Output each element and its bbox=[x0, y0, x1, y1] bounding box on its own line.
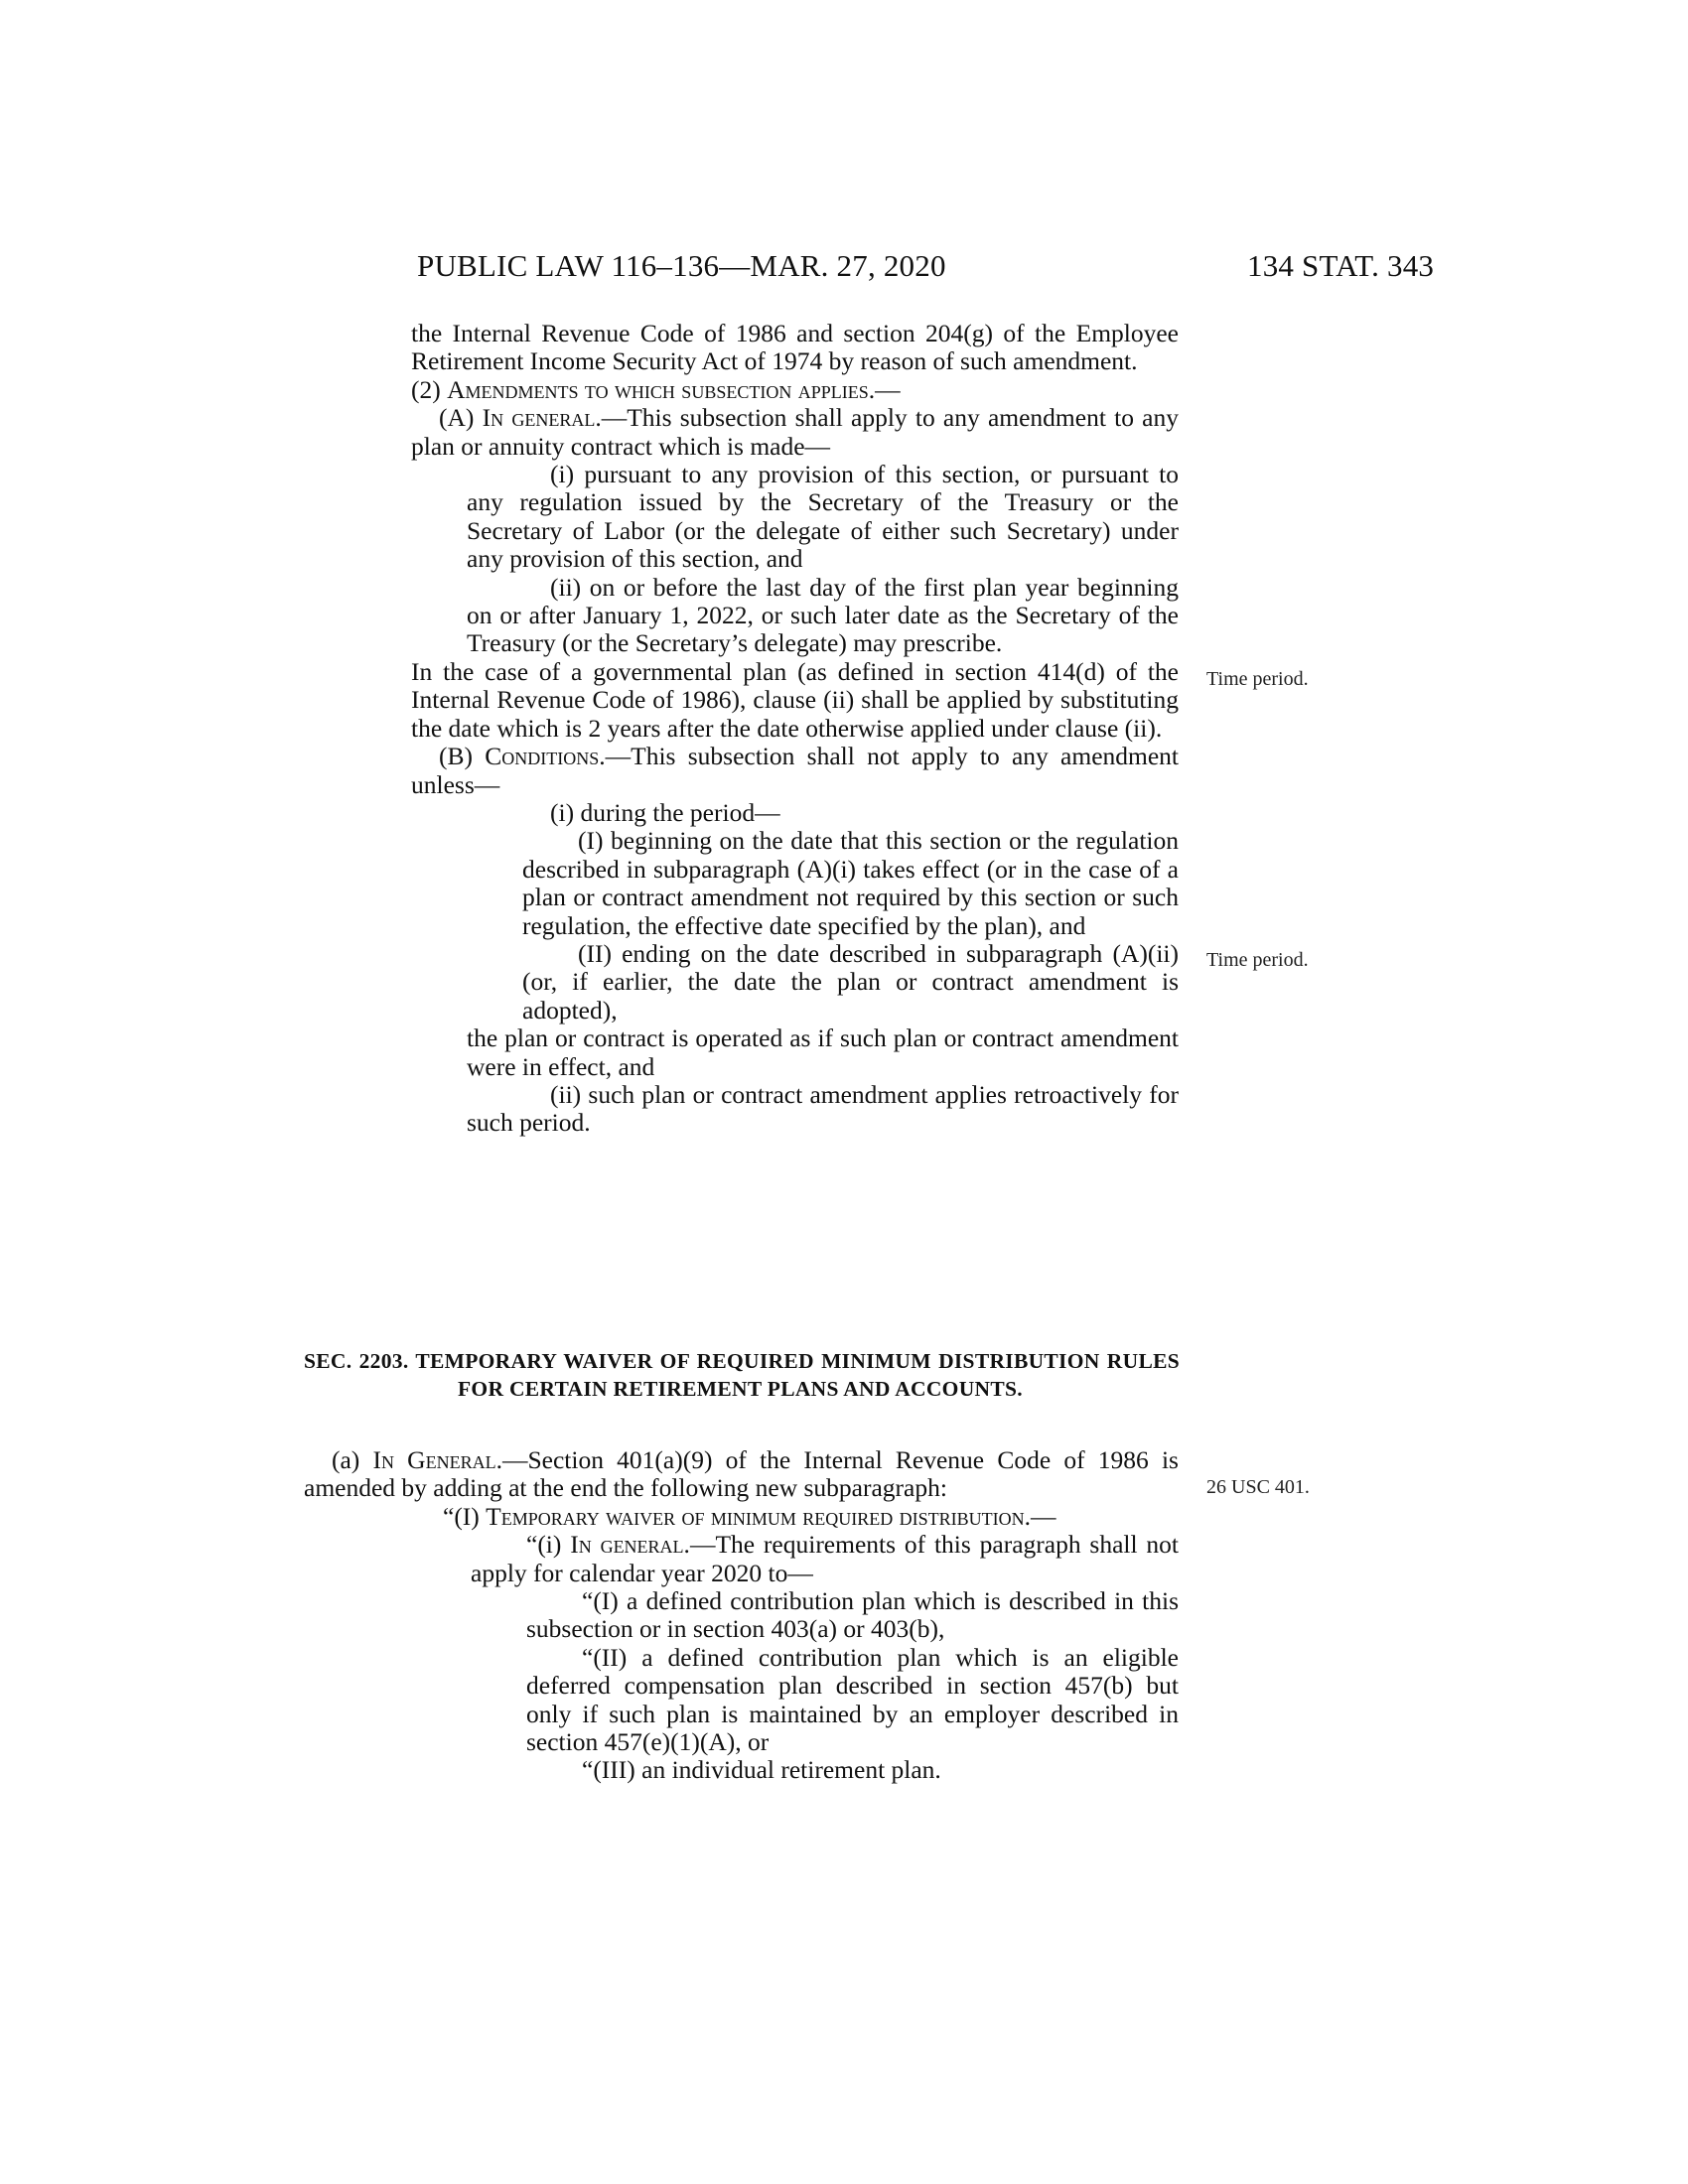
inserted-subclause-III: “(III) an individual retirement plan. bbox=[582, 1755, 941, 1785]
clause-b-i: (i) during the period— bbox=[550, 797, 780, 827]
subparagraph-b bbox=[411, 743, 1179, 799]
clause-heading: In general. bbox=[570, 1530, 690, 1560]
paragraph-dash: — bbox=[875, 374, 901, 404]
subsection-heading: In General. bbox=[372, 1445, 502, 1474]
running-head-page-number: 134 STAT. 343 bbox=[1247, 248, 1435, 283]
subparagraph-heading: In general. bbox=[482, 403, 602, 433]
section-heading-text: SEC. 2203. TEMPORARY WAIVER OF REQUIRED MINIMUM DISTRIBUTION RULES FOR CERTAIN RETIREMENT PLANS AND ACCOUNTS. bbox=[304, 1349, 1180, 1401]
paragraph-continuation: the Internal Revenue Code of 1986 and section 204(g) of the Employee Retirement Income Security Act of 1974 by reason of such amendment. bbox=[411, 319, 1179, 376]
subparagraph-number: (A) bbox=[439, 403, 483, 433]
margin-note-time-period-2: Time period. bbox=[1206, 949, 1309, 971]
clause-number: “(i) bbox=[526, 1530, 571, 1560]
subsection-number: (a) bbox=[332, 1445, 373, 1474]
body-text-lower bbox=[304, 1446, 1179, 1785]
body-text-upper bbox=[411, 320, 1179, 1138]
inserted-subparagraph-heading bbox=[304, 1503, 1179, 1531]
inserted-subclause-II: “(II) a defined contribution plan which is an eligible deferred compensation plan described in section 457(b) but only if such plan is maintained by an employer described in section 457(e)(1)(A), or bbox=[526, 1642, 1179, 1757]
subsection-a bbox=[304, 1446, 1179, 1503]
section-heading bbox=[304, 1347, 1180, 1403]
clause-b-continuation: the plan or contract is operated as if such plan or contract amendment were in effect, and bbox=[467, 1024, 1179, 1081]
subparagraph-text: —This subsection shall not apply to any amendment unless— bbox=[411, 742, 1179, 799]
inserted-dash: — bbox=[1031, 1501, 1056, 1531]
subparagraph-number: (B) bbox=[439, 742, 486, 771]
inserted-heading: Temporary waiver of minimum required distribution. bbox=[486, 1501, 1032, 1531]
clause-text: —The requirements of this paragraph shall not apply for calendar year 2020 to— bbox=[471, 1530, 1180, 1587]
subparagraph-text: —This subsection shall apply to any amendment to any plan or annuity contract which is made— bbox=[411, 403, 1179, 461]
paragraph-number: (2) bbox=[411, 374, 448, 404]
subclause-b-i-II: (II) ending on the date described in subparagraph (A)(ii) (or, if earlier, the date the plan or contract amendment is adopted), bbox=[522, 938, 1179, 1024]
margin-note-time-period-1: Time period. bbox=[1206, 668, 1309, 690]
clause-b-ii: (ii) such plan or contract amendment applies retroactively for such period. bbox=[467, 1079, 1179, 1138]
paragraph-heading: Amendments to which subsection applies. bbox=[447, 374, 876, 404]
running-head-title: PUBLIC LAW 116–136—MAR. 27, 2020 bbox=[417, 248, 946, 283]
clause-a-ii: (ii) on or before the last day of the first plan year beginning on or after January 1, 2022, or such later date as the Secretary of the Treasury (or the Secretary’s delegate) may prescribe. bbox=[467, 572, 1179, 658]
governmental-plan-paragraph: In the case of a governmental plan (as defined in section 414(d) of the Internal Revenue Code of 1986), clause (ii) shall be applied by substituting the date which is 2 years after the date otherwise applied under clause (ii). bbox=[411, 656, 1179, 743]
inserted-subclause-I: “(I) a defined contribution plan which is described in this subsection or in section 403(a) or 403(b), bbox=[526, 1586, 1179, 1644]
margin-note-usc-citation: 26 USC 401. bbox=[1206, 1476, 1310, 1498]
clause-a-i: (i) pursuant to any provision of this section, or pursuant to any regulation issued by the Secretary of the Treasury or the Secretary of Labor (or the delegate of either such Secretary) under any provision of this section, and bbox=[467, 460, 1179, 574]
subclause-b-i-I: (I) beginning on the date that this section or the regulation described in subparagraph (A)(i) takes effect (or in the case of a plan or contract amendment not required by this section or such regulation, the effective date specified by the plan), and bbox=[522, 826, 1179, 940]
subparagraph-heading: Conditions. bbox=[485, 742, 606, 771]
subparagraph-a bbox=[411, 404, 1179, 461]
paragraph-2-heading bbox=[411, 376, 1179, 404]
subsection-text: —Section 401(a)(9) of the Internal Revenue Code of 1986 is amended by adding at the end the following new subparagraph: bbox=[304, 1445, 1179, 1503]
inserted-clause-general bbox=[304, 1531, 1179, 1587]
inserted-number: “(I) bbox=[443, 1501, 487, 1531]
